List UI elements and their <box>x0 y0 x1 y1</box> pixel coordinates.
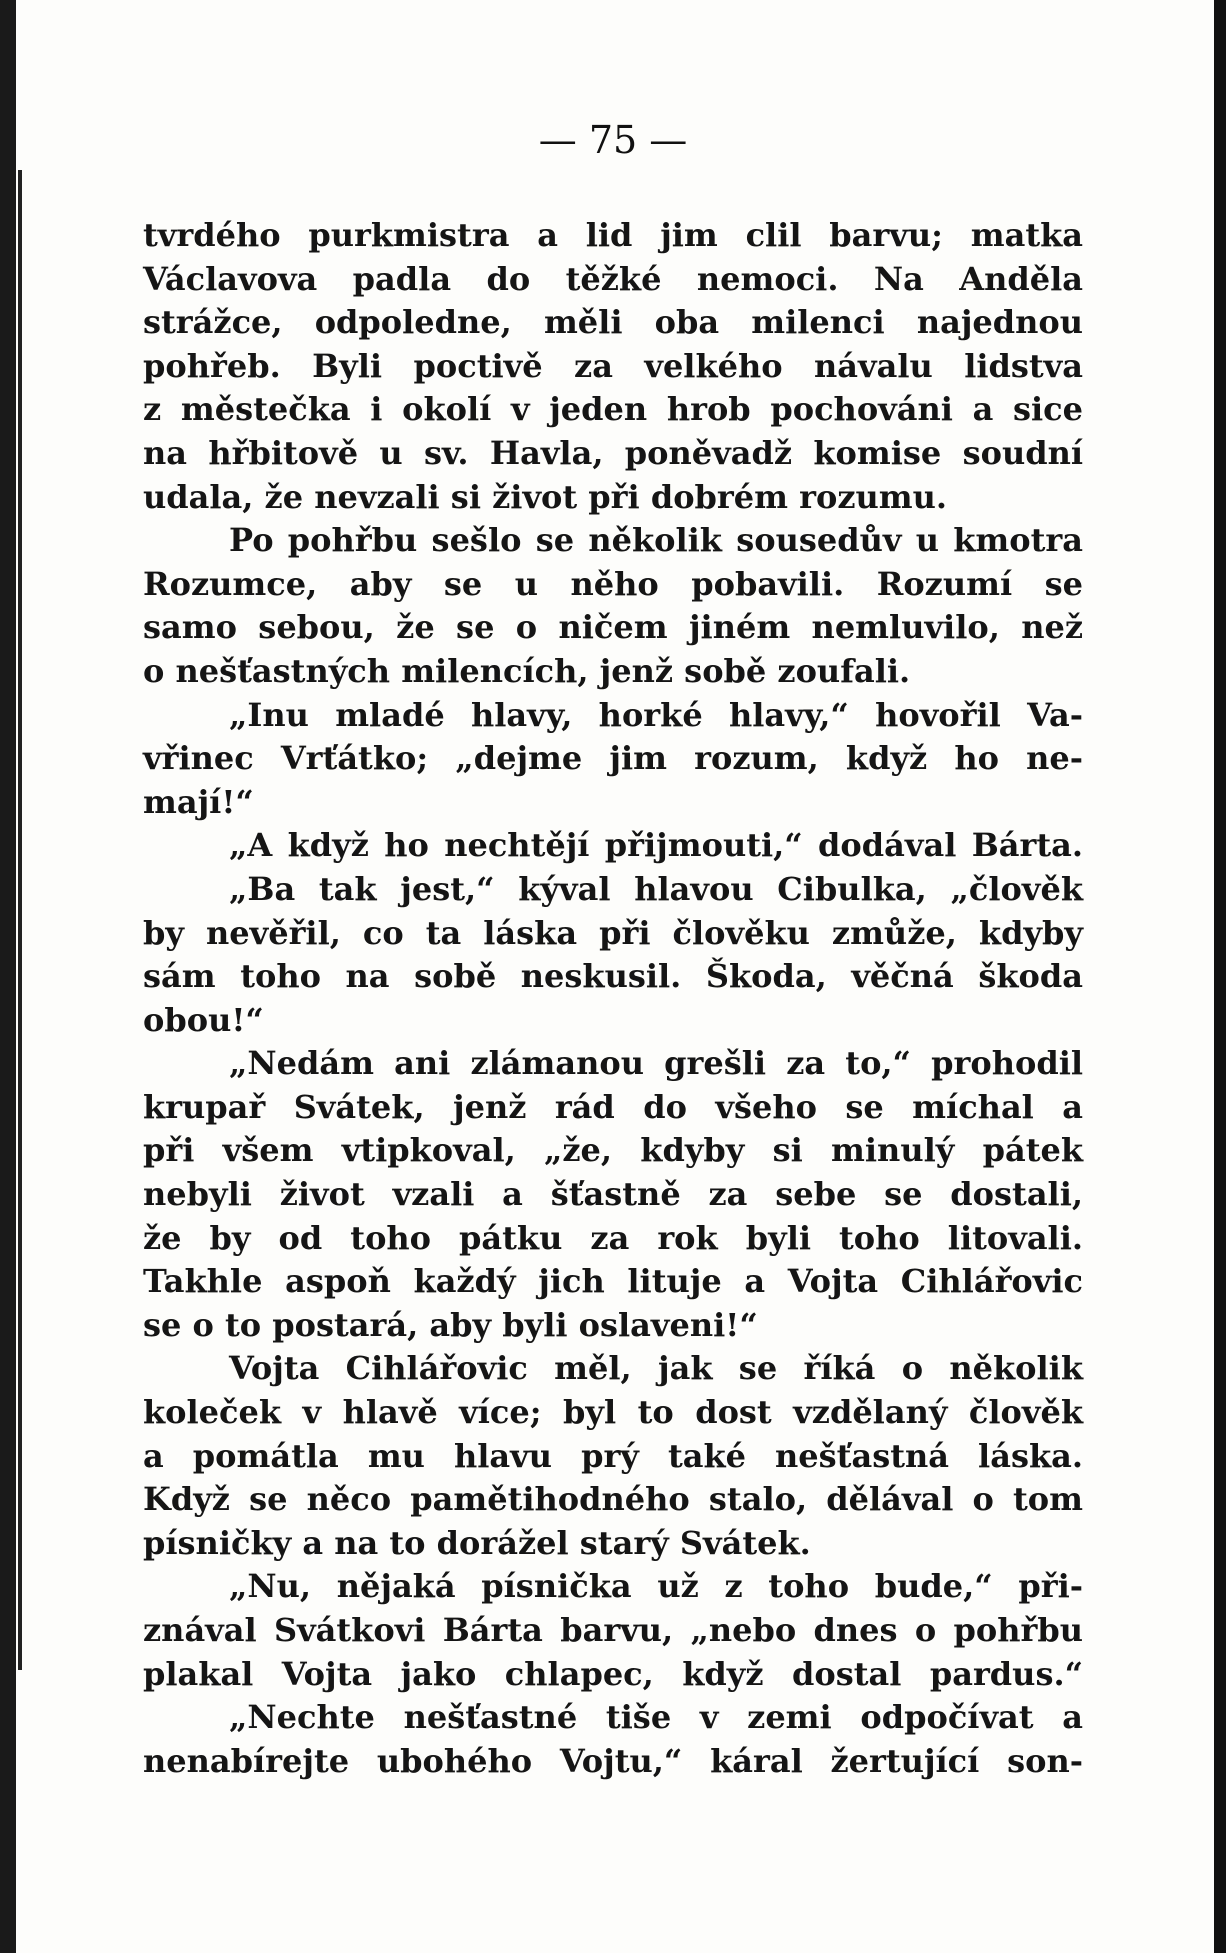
body-text <box>143 214 1083 1783</box>
text-line: „Inu mladé hlavy, horké hlavy,“ hovořil Va- <box>229 695 1083 734</box>
text-line: písničky a na to dorážel starý Svátek. <box>143 1523 811 1562</box>
text-line: sám toho na sobě neskusil. Škoda, věčná škoda <box>143 957 1083 996</box>
text-line: nenabírejte ubohého Vojtu,“ káral žertující son- <box>143 1741 1083 1780</box>
text-line: Rozumce, aby se u něho pobavili. Rozumí se <box>143 564 1083 603</box>
text-line: z městečka i okolí v jeden hrob pochováni a sice <box>143 390 1083 429</box>
text-line: nebyli život vzali a šťastně za sebe se dostali, <box>143 1175 1083 1214</box>
text-line: Takhle aspoň každý jich lituje a Vojta Cihlářovic <box>143 1262 1083 1301</box>
text-line: by nevěřil, co ta láska při člověku zmůže, kdyby <box>143 913 1083 952</box>
text-line: udala, že nevzali si život při dobrém rozumu. <box>143 477 948 516</box>
text-line: samo sebou, že se o ničem jiném nemluvilo, než <box>143 608 1083 647</box>
text-line: a pomátla mu hlavu prý také nešťastná láska. <box>143 1436 1083 1475</box>
text-line: „Ba tak jest,“ kýval hlavou Cibulka, „člověk <box>229 869 1083 908</box>
text-line: při všem vtipkoval, „že, kdyby si minulý pátek <box>143 1131 1083 1170</box>
scan-right-edge <box>1214 0 1226 1953</box>
text-line: se o to postará, aby byli oslaveni!“ <box>143 1305 758 1344</box>
text-line: Když se něco pamětihodného stalo, dělával o tom <box>143 1480 1083 1519</box>
text-line: strážce, odpoledne, měli oba milenci najednou <box>143 303 1083 342</box>
text-line: vřinec Vrťátko; „dejme jim rozum, když ho ne- <box>143 739 1083 778</box>
text-line: Vojta Cihlářovic měl, jak se říká o několik <box>229 1349 1083 1388</box>
text-line: obou!“ <box>143 1000 264 1039</box>
text-line: krupař Svátek, jenž rád do všeho se míchal a <box>143 1087 1083 1126</box>
text-line: na hřbitově u sv. Havla, poněvadž komise soudní <box>143 433 1083 472</box>
text-line: pohřeb. Byli poctivě za velkého návalu lidstva <box>143 346 1083 385</box>
text-line: „Nedám ani zlámanou grešli za to,“ prohodil <box>229 1044 1083 1083</box>
text-line: o nešťastných milencích, jenž sobě zoufali. <box>143 651 911 690</box>
text-line: plakal Vojta jako chlapec, když dostal pardus.“ <box>143 1654 1083 1693</box>
text-line: znával Svátkovi Bárta barvu, „nebo dnes o pohřbu <box>143 1611 1083 1649</box>
binding-rule <box>18 170 22 1670</box>
text-line: „Nechte nešťastné tiše v zemi odpočívat a <box>229 1698 1083 1737</box>
scan-left-edge <box>0 0 16 1953</box>
text-line: koleček v hlavě více; byl to dost vzdělaný člověk <box>143 1393 1083 1432</box>
text-line: „Nu, nějaká písnička už z toho bude,“ při- <box>229 1567 1083 1606</box>
text-line: Václavova padla do těžké nemoci. Na Anděla <box>143 259 1083 298</box>
text-line: tvrdého purkmistra a lid jim clil barvu; matka <box>143 216 1083 254</box>
page-number: — 75 — <box>538 118 688 162</box>
text-line: mají!“ <box>143 782 254 821</box>
text-line: že by od toho pátku za rok byli toho litovali. <box>143 1218 1083 1257</box>
text-line: Po pohřbu sešlo se několik sousedův u kmotra <box>229 521 1083 560</box>
text-line: „A když ho nechtějí přijmouti,“ dodával Bárta. <box>229 826 1083 865</box>
